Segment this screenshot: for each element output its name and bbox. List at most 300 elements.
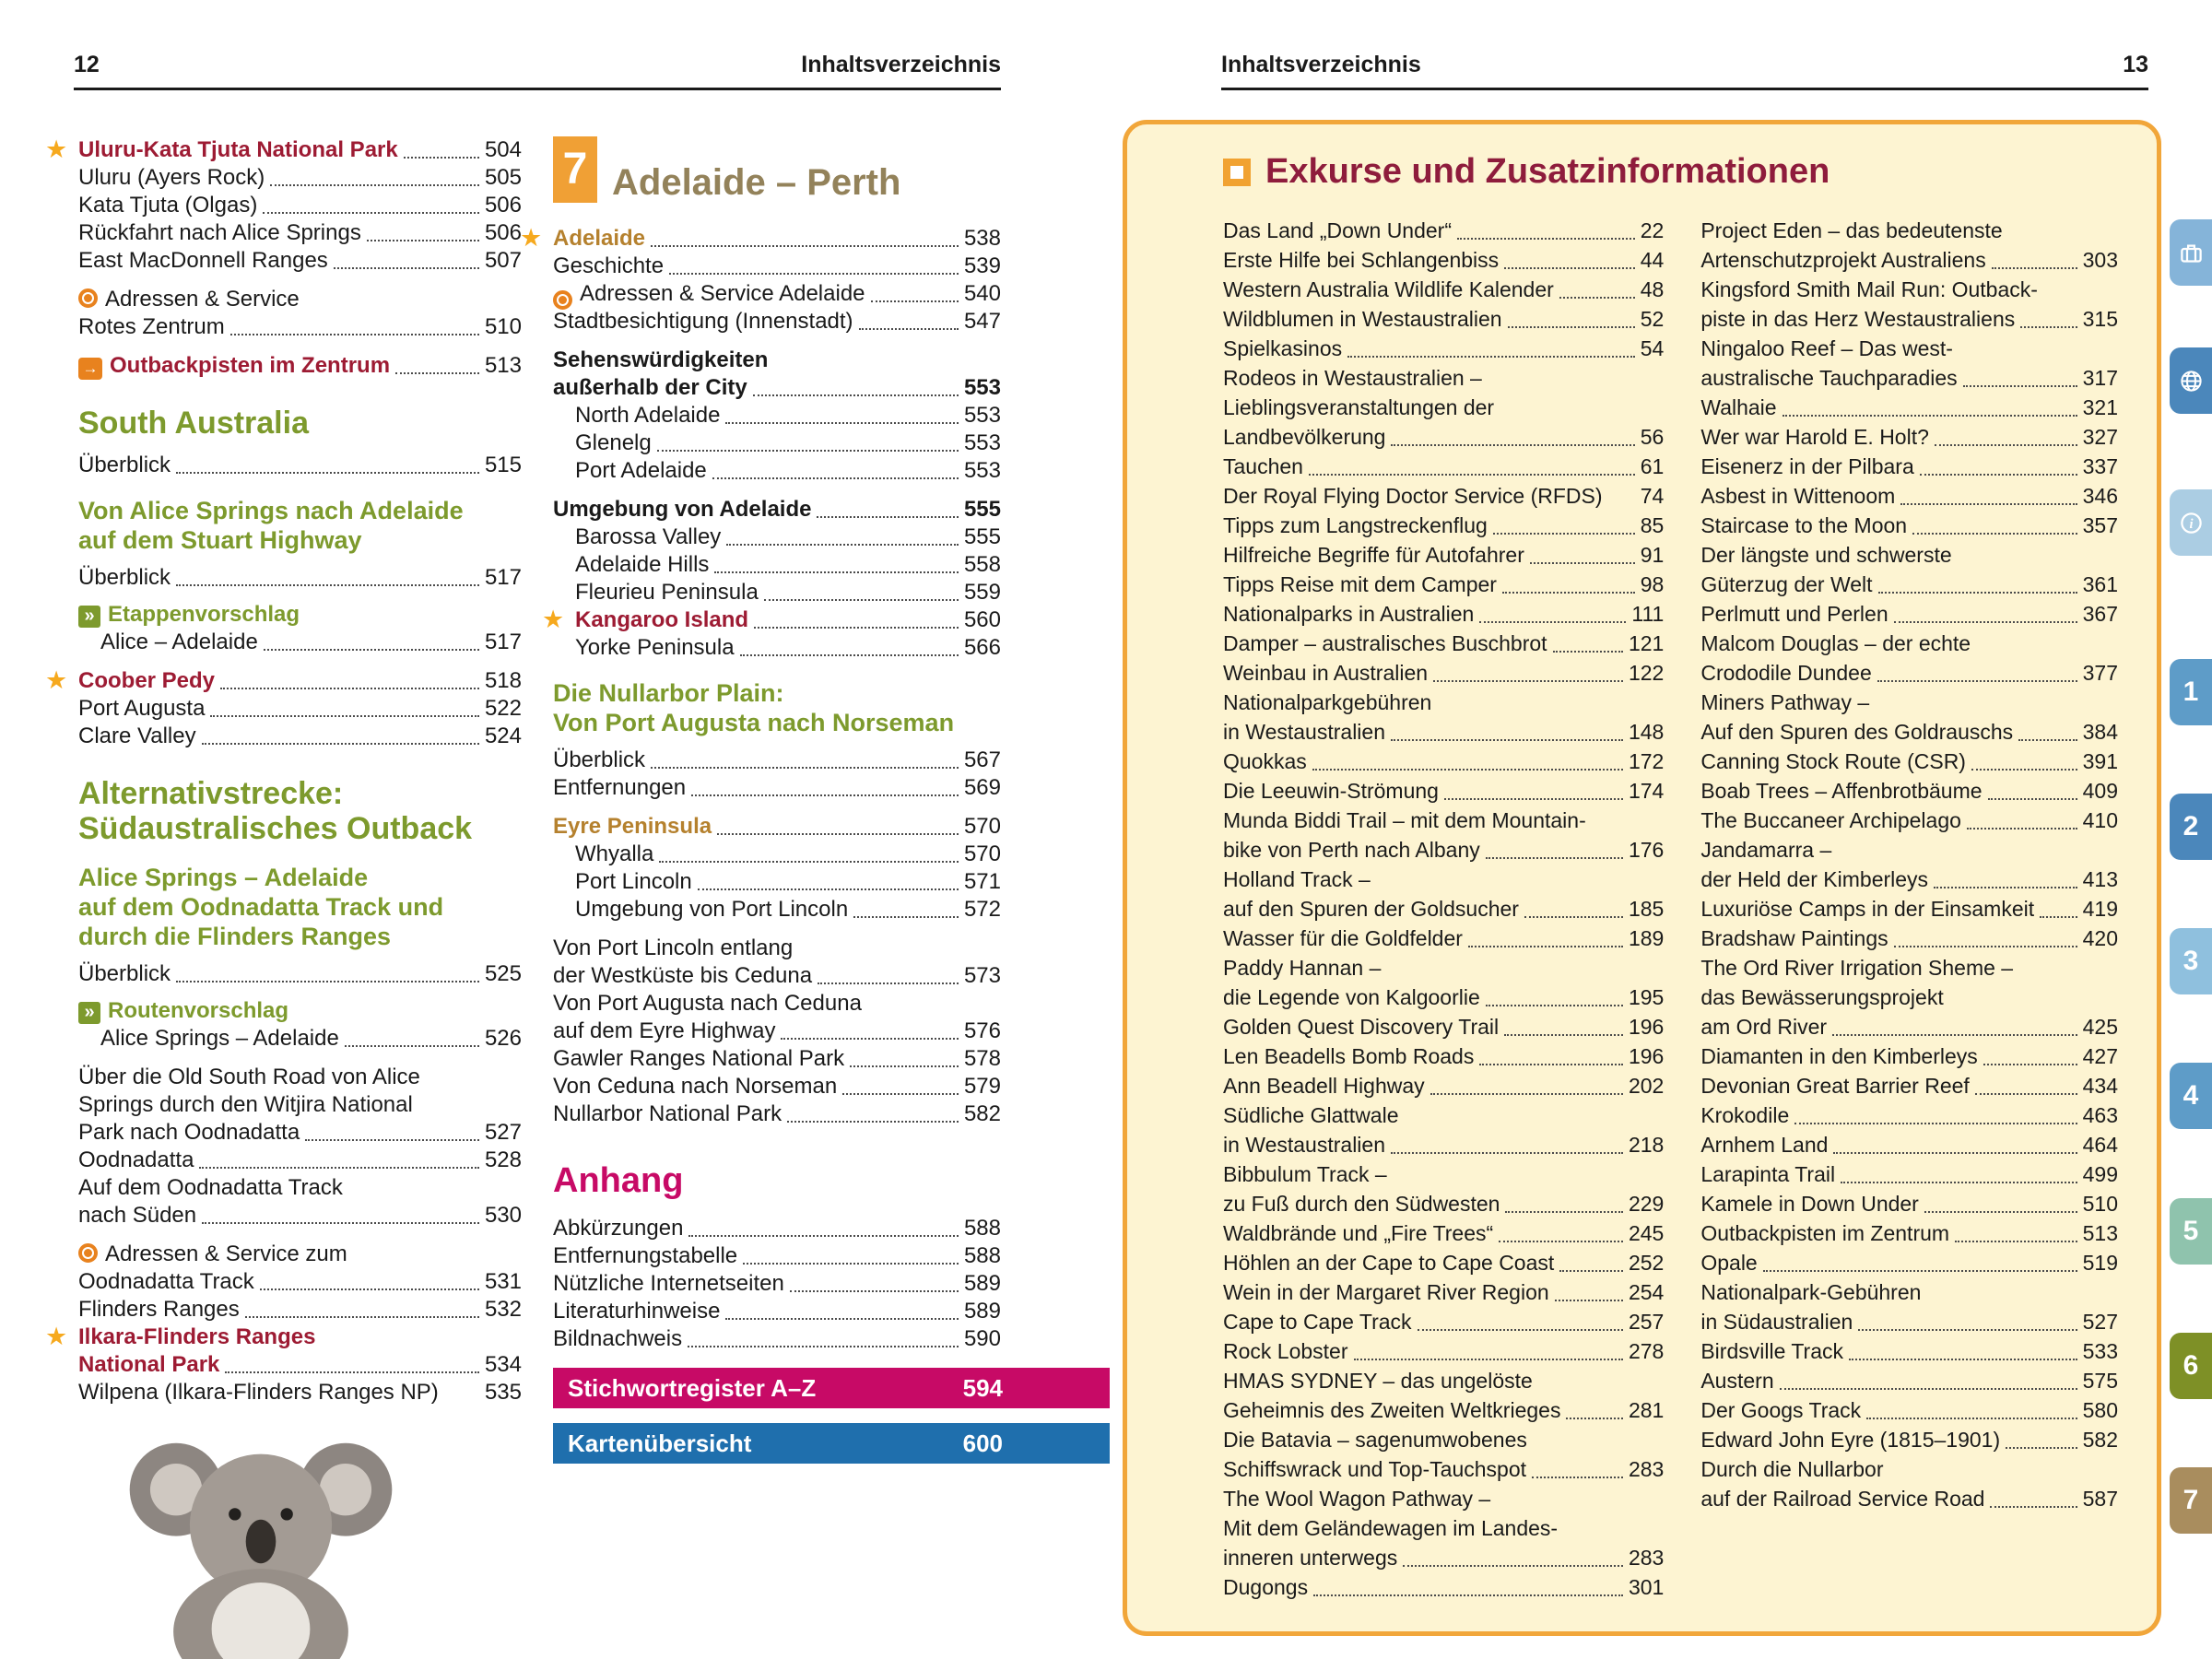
toc-entry: Eyre Peninsula 570 [553,814,1001,839]
leader-dots [1309,474,1635,476]
leader-dots [1912,533,2077,535]
page-number: 391 [2082,749,2118,773]
toc-entry: Asbest in Wittenoom 346 [1700,481,2118,511]
star-icon: ★ [520,224,543,252]
toc-entry: Uluru (Ayers Rock) 505 [78,165,522,190]
leader-dots [1990,1506,2077,1508]
leader-dots [1479,621,1626,623]
leader-dots [1508,326,1635,328]
tab-3: 3 [2170,928,2212,994]
page-number: 589 [963,1271,1001,1296]
page-number: 513 [2082,1221,2118,1245]
page-number: 361 [2082,572,2118,596]
page-number: 22 [1640,218,1665,242]
toc-entry: Hilfreiche Begriffe für Autofahrer 91 [1223,540,1664,570]
leader-dots [1433,680,1623,682]
leader-dots [1934,887,2077,888]
left-page-header-title: Inhaltsverzeichnis [801,52,1001,77]
leader-dots [764,599,959,601]
page-number: 566 [963,635,1001,660]
leader-dots [1391,444,1634,446]
page-number: 321 [2082,395,2118,419]
toc-entry: ★ Coober Pedy 518 [45,666,522,694]
leader-dots [2018,739,2077,741]
leader-dots [225,1371,479,1373]
page-number: 587 [2082,1487,2118,1511]
page-number: 533 [2082,1339,2118,1363]
toc-entry: Canning Stock Route (CSR) 391 [1700,747,2118,776]
register-bar-page: 594 [962,1374,1003,1402]
toc-entry: Der Googs Track 580 [1700,1395,2118,1425]
page-number: 425 [2082,1015,2118,1039]
page-number: 573 [963,963,1001,988]
leader-dots [1553,651,1623,653]
toc-heading: » Routenvorschlag [78,997,522,1025]
toc-entry: Überblick 525 [78,961,522,986]
toc-entry: Alice – Adelaide 517 [100,629,522,654]
toc-entry: Outbackpisten im Zentrum 513 [1700,1218,2118,1248]
toc-entry: Fleurieu Peninsula 559 [575,580,1001,605]
leader-dots [334,267,479,269]
page-number: 572 [963,897,1001,922]
page-number: 505 [484,165,522,190]
toc-heading: Alternativstrecke: Südaustralisches Outback [78,776,473,846]
leader-dots [176,584,479,586]
page-number: 419 [2082,897,2118,921]
toc-column-1 [45,135,522,1406]
toc-entry: Ningaloo Reef – Das west- australische Tauchparadies 317 [1700,334,2118,393]
toc-entry: Holland Track – auf den Spuren der Goldsucher 185 [1223,865,1664,924]
page-number: 278 [1628,1339,1665,1363]
star-icon: ★ [45,135,68,163]
toc-entry: Paddy Hannan – die Legende von Kalgoorlie 195 [1223,953,1664,1012]
toc-entry: Tipps Reise mit dem Camper 98 [1223,570,1664,599]
page-number: 44 [1640,248,1665,272]
toc-entry: Rock Lobster 278 [1223,1336,1664,1366]
leader-dots [176,981,479,982]
page-number: 111 [1631,602,1665,626]
leader-dots [260,1288,479,1290]
leader-dots [688,1346,959,1347]
page-number: 367 [2082,602,2118,626]
page-number: 229 [1628,1192,1665,1216]
excursus-box-header [1223,152,2118,192]
leader-dots [264,649,479,651]
leader-dots [1468,946,1623,947]
leader-dots [1504,1034,1623,1036]
page-number: 195 [1628,985,1665,1009]
toc-entry: Gawler Ranges National Park 578 [553,1046,1001,1071]
leader-dots [1794,1123,2077,1124]
page-number: 281 [1628,1398,1665,1422]
page-number: 518 [484,668,522,693]
toc-entry: The Buccaneer Archipelago 410 [1700,806,2118,835]
toc-entry: Adelaide Hills 558 [575,552,1001,577]
toc-entry: ★ Adelaide 538 [520,224,1001,252]
leader-dots [1900,503,2077,505]
page-number: 346 [2082,484,2118,508]
leader-dots [367,240,479,241]
toc-entry: Devonian Great Barrier Reef 434 [1700,1071,2118,1100]
leader-dots [1524,916,1623,918]
leader-dots [691,794,959,796]
chapter-title: Adelaide – Perth [612,162,901,203]
page-number: 413 [2082,867,2118,891]
page-number: 301 [1628,1575,1665,1599]
toc-entry: The Ord River Irrigation Sheme – das Bewässerungsprojekt am Ord River 425 [1700,953,2118,1041]
leader-dots [345,1045,479,1047]
leader-dots [245,1316,479,1318]
page-number: 54 [1640,336,1665,360]
globe-tab [2170,347,2212,414]
toc-entry: Austern 575 [1700,1366,2118,1395]
leader-dots [1555,1300,1623,1301]
info-tab [2170,489,2212,556]
leader-dots [1878,592,2077,594]
page-number: 122 [1628,661,1665,685]
page-number: 245 [1628,1221,1665,1245]
toc-entry: Oodnadatta 528 [78,1147,522,1172]
page-number: 506 [484,220,522,245]
toc-column-2 [522,136,1001,1464]
tab-1: 1 [2170,659,2212,725]
page-number: 558 [963,552,1001,577]
toc-entry: Spielkasinos 54 [1223,334,1664,363]
leader-dots [1532,1477,1623,1478]
page-number: 553 [963,458,1001,483]
map-overview-bar [553,1423,1110,1464]
star-icon: ★ [45,1323,68,1350]
leader-dots [1493,533,1635,535]
page-number: 510 [484,314,522,339]
leader-dots [230,334,479,335]
leader-dots [659,861,959,863]
page-number: 61 [1640,454,1665,478]
address-service-icon [78,1243,98,1263]
leader-dots [1430,1093,1623,1095]
toc-entry: Miners Pathway – Auf den Spuren des Goldrauschs 384 [1700,688,2118,747]
excursus-columns [1223,216,2118,1602]
toc-entry: Wildblumen in Westaustralien 52 [1223,304,1664,334]
toc-entry: Whyalla 570 [575,841,1001,866]
toc-entry: Bibbulum Track – zu Fuß durch den Südwesten 229 [1223,1159,1664,1218]
leader-dots [1858,1329,2077,1331]
page-number: 547 [963,309,1001,334]
page-number: 553 [963,403,1001,428]
toc-entry: Tipps zum Langstreckenflug 85 [1223,511,1664,540]
toc-entry: Von Port Lincoln entlang der Westküste bis Ceduna 573 [553,935,1001,988]
leader-dots [754,627,959,629]
leader-dots [1502,592,1635,594]
page-number: 434 [2082,1074,2118,1098]
toc-entry: Südliche Glattwale in Westaustralien 218 [1223,1100,1664,1159]
toc-entry: Erste Hilfe bei Schlangenbiss 44 [1223,245,1664,275]
leader-dots [270,184,479,186]
toc-entry: Port Lincoln 571 [575,869,1001,894]
toc-entry: Entfernungstabelle 588 [553,1243,1001,1268]
leader-dots [1347,356,1635,358]
tab-4: 4 [2170,1063,2212,1129]
leader-dots [714,571,959,573]
toc-entry: Perlmutt und Perlen 367 [1700,599,2118,629]
toc-entry: Clare Valley 524 [78,724,522,748]
page-number: 196 [1628,1044,1665,1068]
toc-entry: ★ Uluru-Kata Tjuta National Park 504 [45,135,522,163]
leader-dots [1894,621,2077,623]
toc-entry: Die Batavia – sagenumwobenes Schiffswrack und Top-Tauchspot 283 [1223,1425,1664,1484]
page-number: 555 [963,524,1001,549]
toc-entry: Diamanten in den Kimberleys 427 [1700,1041,2118,1071]
page-number: 254 [1628,1280,1665,1304]
page-number: 510 [2082,1192,2118,1216]
toc-entry: Munda Biddi Trail – mit dem Mountain- bike von Perth nach Albany 176 [1223,806,1664,865]
page-number: 174 [1628,779,1665,803]
toc-entry: Wasser für die Goldfelder 189 [1223,924,1664,953]
toc-entry: Krokodile 463 [1700,1100,2118,1130]
leader-dots [1983,1064,2077,1065]
leader-dots [740,654,959,656]
toc-entry: Edward John Eyre (1815–1901) 582 [1700,1425,2118,1454]
toc-entry: Golden Quest Discovery Trail 196 [1223,1012,1664,1041]
page-number: 589 [963,1299,1001,1324]
toc-entry: Malcom Douglas – der echte Crododile Dundee 377 [1700,629,2118,688]
register-bar-page: 600 [962,1430,1003,1457]
leader-dots [1866,1418,2077,1419]
toc-heading: Anhang [553,1161,684,1200]
toc-entry: Waldbrände und „Fire Trees“ 245 [1223,1218,1664,1248]
leader-dots [1418,1329,1623,1331]
toc-heading: Alice Springs – Adelaide auf dem Oodnadatta Track und durch die Flinders Ranges [78,864,444,950]
toc-entry: Project Eden – das bedeutenste Artenschutzprojekt Australiens 303 [1700,216,2118,275]
page-number: 327 [2082,425,2118,449]
leader-dots [202,743,479,745]
page-number: 303 [2082,248,2118,272]
toc-entry: Umgebung von Port Lincoln 572 [575,897,1001,922]
globe-icon [2179,369,2204,394]
page-number: 185 [1628,897,1665,921]
route-chevrons-icon: » [78,606,100,628]
leader-dots [753,394,959,396]
toc-entry: Höhlen an der Cape to Cape Coast 252 [1223,1248,1664,1277]
page-number: 519 [2082,1251,2118,1275]
toc-entry: Bradshaw Paintings 420 [1700,924,2118,953]
leader-dots [1505,1211,1623,1213]
page-number: 257 [1628,1310,1665,1334]
toc-entry: Nationalparks in Australien 111 [1223,599,1664,629]
toc-entry: Stadtbesichtigung (Innenstadt) 547 [553,309,1001,334]
toc-entry: Wer war Harold E. Holt? 327 [1700,422,2118,452]
excursus-column-2 [1700,216,2118,1602]
right-page-header-title: Inhaltsverzeichnis [1221,52,1421,77]
page-number: 570 [963,841,1001,866]
toc-heading: Die Nullarbor Plain: Von Port Augusta nach Norseman [553,679,955,736]
page-tabs [2170,0,2212,1659]
toc-entry: Barossa Valley 555 [575,524,1001,549]
page-number: 427 [2082,1044,2118,1068]
excursus-column-1 [1223,216,1664,1602]
leader-dots [1479,1064,1623,1065]
address-service-icon [78,288,98,308]
leader-dots [669,273,959,275]
leader-dots [790,1290,959,1292]
toc-entry: Durch die Nullarbor auf der Railroad Service Road 587 [1700,1454,2118,1513]
leader-dots [1444,798,1623,800]
toc-entry: Quokkas 172 [1223,747,1664,776]
toc-entry: Port Augusta 522 [78,696,522,721]
toc-entry: Adressen & Service zum Oodnadatta Track 531 [78,1241,522,1294]
leader-dots [1312,769,1623,771]
page-number: 582 [2082,1428,2118,1452]
leader-dots [1877,680,2077,682]
page-number: 535 [484,1380,522,1405]
leader-dots [657,450,959,452]
page-number: 553 [963,430,1001,455]
excursus-box-title: Exkurse und Zusatzinformationen [1265,152,1830,191]
leader-dots [1988,798,2077,800]
leader-dots [2006,1447,2077,1449]
leader-dots [263,212,479,214]
leader-dots [842,1093,959,1095]
toc-entry: Kingsford Smith Mail Run: Outback- piste in das Herz Westaustraliens 315 [1700,275,2118,334]
page-number: 526 [484,1026,522,1051]
page-number: 98 [1640,572,1665,596]
index-register-bar [553,1368,1110,1408]
leader-dots [1530,562,1635,564]
toc-entry: Alice Springs – Adelaide 526 [100,1026,522,1051]
page-number: 555 [963,497,1001,522]
page-number: 52 [1640,307,1665,331]
toc-entry: The Wool Wagon Pathway – Mit dem Geländewagen im Landes- inneren unterwegs 283 [1223,1484,1664,1572]
leader-dots [688,1235,959,1237]
toc-entry: Opale 519 [1700,1248,2118,1277]
leader-dots [1967,828,2077,830]
page-number: 532 [484,1297,522,1322]
toc-entry: Jandamarra – der Held der Kimberleys 413 [1700,835,2118,894]
page-number: 524 [484,724,522,748]
toc-entry: Walhaie 321 [1700,393,2118,422]
toc-entry: Von Ceduna nach Norseman 579 [553,1074,1001,1099]
toc-entry: Nützliche Internetseiten 589 [553,1271,1001,1296]
toc-entry: Weinbau in Australien 122 [1223,658,1664,688]
toc-entry: Bildnachweis 590 [553,1326,1001,1351]
page-number: 283 [1628,1546,1665,1570]
toc-entry: HMAS SYDNEY – das ungelöste Geheimnis des Zweiten Weltkrieges 281 [1223,1366,1664,1425]
leader-dots [651,245,959,247]
leader-dots [1354,1359,1623,1360]
leader-dots [220,688,479,689]
toc-entry: Flinders Ranges 532 [78,1297,522,1322]
page-number: 578 [963,1046,1001,1071]
toc-entry: Entfernungen 569 [553,775,1001,800]
page-number: 172 [1628,749,1665,773]
info-icon [2179,511,2204,535]
toc-entry: Überblick 515 [78,453,522,477]
leader-dots [1457,238,1635,240]
route-chevrons-icon: » [78,1002,100,1024]
page-number: 202 [1628,1074,1665,1098]
leader-dots [817,516,958,518]
leader-dots [717,833,959,835]
page-number: 567 [963,747,1001,772]
toc-entry: East MacDonnell Ranges 507 [78,248,522,273]
leader-dots [871,300,959,302]
leader-dots [850,1065,959,1067]
page-number: 527 [484,1120,522,1145]
page-number: 504 [484,137,522,162]
star-icon: ★ [45,666,68,694]
page-number: 317 [2082,366,2118,390]
page-number: 377 [2082,661,2118,685]
toc-entry: Luxuriöse Camps in der Einsamkeit 419 [1700,894,2118,924]
leader-dots [1499,1241,1623,1242]
leader-dots [651,767,959,769]
leader-dots [1971,769,2077,771]
tab-6: 6 [2170,1333,2212,1399]
toc-entry: Der längste und schwerste Güterzug der Welt 361 [1700,540,2118,599]
leader-dots [1313,1594,1623,1596]
koala-photo [109,1427,413,1659]
page-number: 56 [1640,425,1665,449]
toc-entry: Staircase to the Moon 357 [1700,511,2118,540]
page-number: 560 [963,607,1001,632]
right-page-number: 13 [2123,52,2148,77]
page-number: 539 [963,253,1001,278]
page-number: 337 [2082,454,2118,478]
route-arrow-icon: → [78,358,102,380]
toc-entry: Überblick 567 [553,747,1001,772]
toc-entry: Wein in der Margaret River Region 254 [1223,1277,1664,1307]
page-number: 527 [2082,1310,2118,1334]
toc-entry: Auf dem Oodnadatta Track nach Süden 530 [78,1175,522,1228]
chapter-heading [553,136,1001,203]
page-number: 579 [963,1074,1001,1099]
page-number: 410 [2082,808,2118,832]
page-number: 499 [2082,1162,2118,1186]
leader-dots [1566,1418,1623,1419]
toc-heading: » Etappenvorschlag [78,601,522,629]
excursus-box [1123,120,2161,1636]
leader-dots [305,1139,479,1141]
page-number: 570 [963,814,1001,839]
page-number: 420 [2082,926,2118,950]
page-number: 559 [963,580,1001,605]
leader-dots [199,1167,479,1169]
toc-entry: Western Australia Wildlife Kalender 48 [1223,275,1664,304]
toc-entry: Nationalpark-Gebühren in Südaustralien 527 [1700,1277,2118,1336]
toc-entry: Eisenerz in der Pilbara 337 [1700,452,2118,481]
orange-square-icon [1223,159,1251,186]
leader-dots [404,157,479,159]
page-number: 91 [1640,543,1665,567]
address-service-icon [553,290,572,310]
leader-dots [712,477,959,479]
toc-entry: Der Royal Flying Doctor Service (RFDS) 74 [1223,481,1664,511]
leader-dots [1963,385,2077,387]
leader-dots [853,916,959,918]
page-number: 569 [963,775,1001,800]
page-number: 74 [1640,484,1665,508]
page-number: 121 [1628,631,1665,655]
leader-dots [1403,1565,1623,1567]
leader-dots [1486,857,1623,859]
page-number: 525 [484,961,522,986]
leader-dots [1833,1152,2077,1154]
toc-entry: Glenelg 553 [575,430,1001,455]
tab-7: 7 [2170,1467,2212,1534]
leader-dots [698,888,959,890]
leader-dots [1894,946,2077,947]
leader-dots [725,422,959,424]
